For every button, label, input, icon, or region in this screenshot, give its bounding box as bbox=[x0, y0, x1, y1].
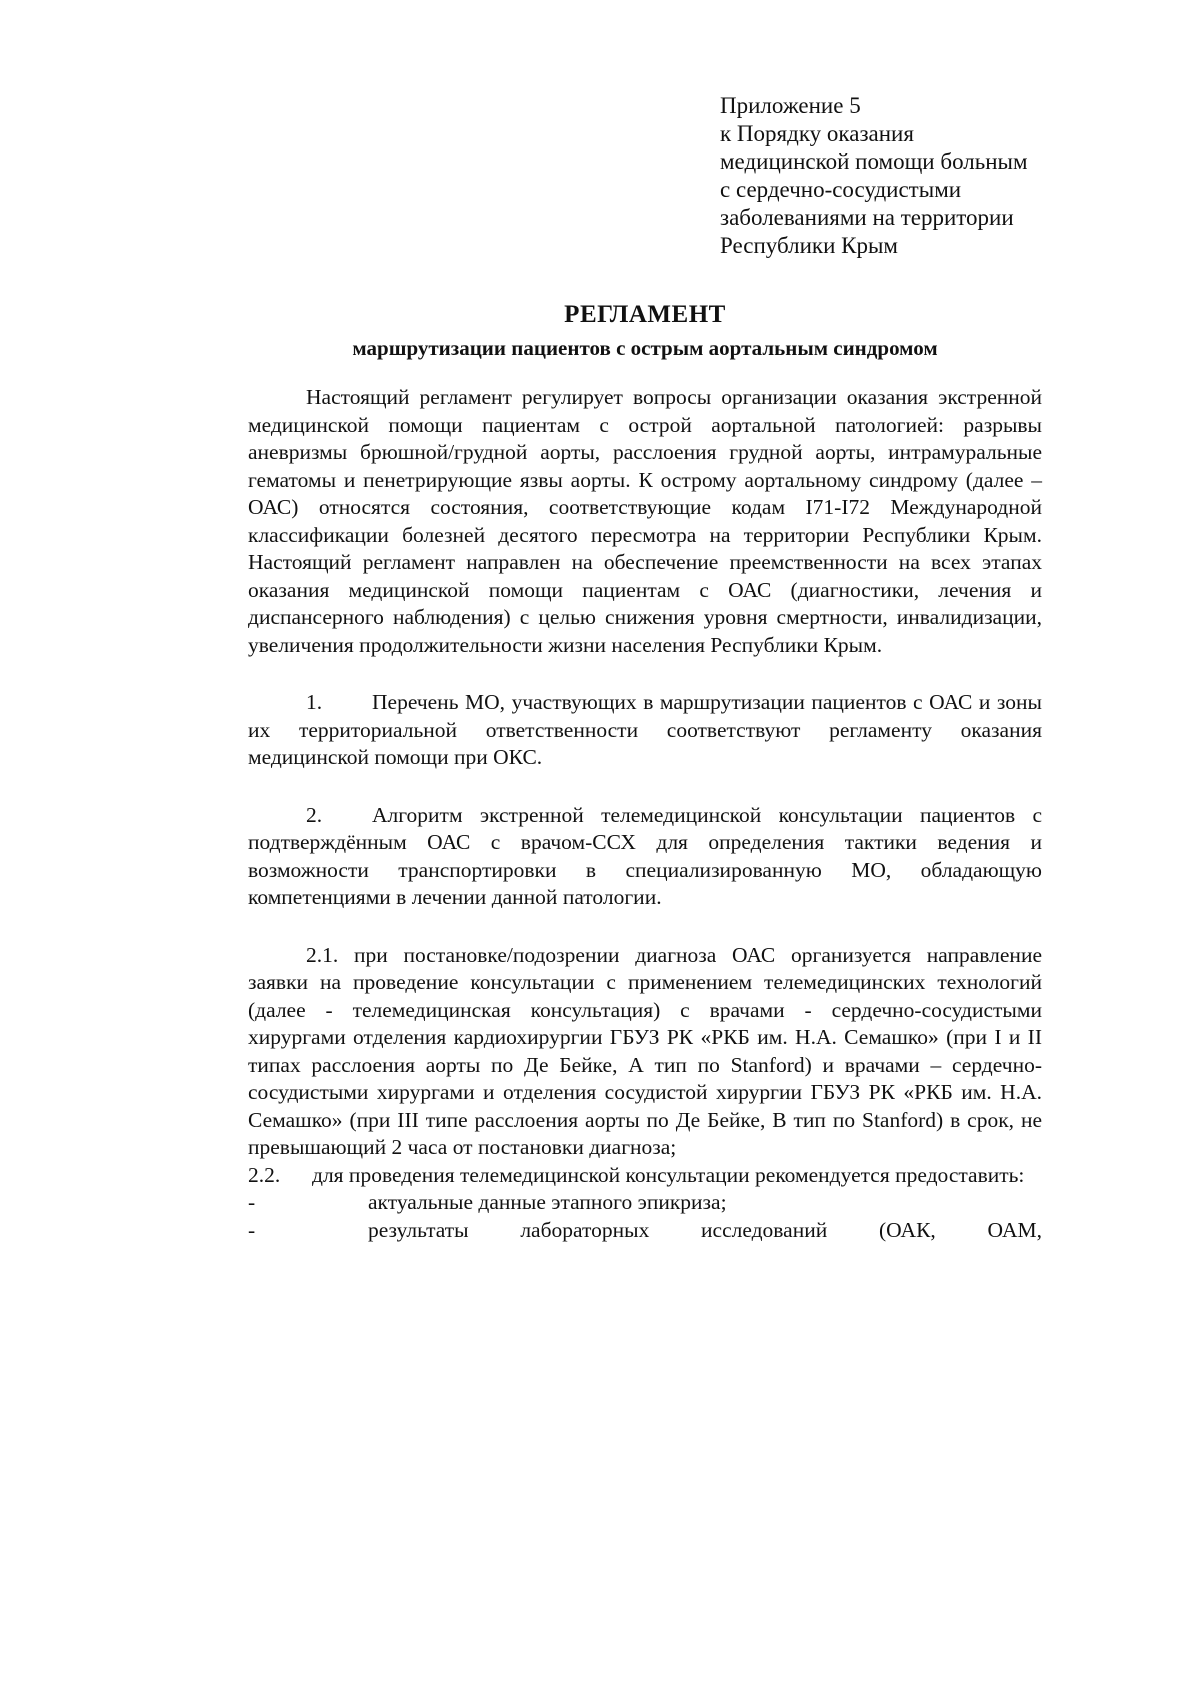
document-body bbox=[248, 384, 1042, 1244]
appendix-line: Республики Крым bbox=[720, 233, 898, 258]
section-2-text: Алгоритм экстренной телемедицинской консультации пациентов с подтверждённым ОАС с врачом-ССХ для определения тактики ведения и возможности транспортировки в специализированную МО, обладающую компетенциями в лечении данной патологии. bbox=[248, 802, 1042, 909]
section-1-text: Перечень МО, участвующих в маршрутизации пациентов с ОАС и зоны их территориальной ответственности соответствуют регламенту оказания медицинской помощи при ОКС. bbox=[248, 690, 1042, 769]
list-item bbox=[248, 1217, 1042, 1245]
list-item-text: актуальные данные этапного эпикриза; bbox=[368, 1190, 727, 1214]
document-title: РЕГЛАМЕНТ bbox=[564, 301, 726, 328]
section-2-1-text: при постановке/подозрении диагноза ОАС организуется направление заявки на проведение консультации с применением телемедицинских технологий (далее - телемедицинская консультация) с врачами - сердечно-сосудистыми хирургами отделения кардиохирургии ГБУЗ РК «РКБ им. Н.А. Семашко» (при I и II типах расслоения аорты по Де Бейке, А тип по Stanford) и врачами – сердечно-сосудистыми хирургами и отделения сосудистой хирургии ГБУЗ РК «РКБ им. Н.А. Семашко» (при III типе расслоения аорты по Де Бейке, В тип по Stanford) в срок, не превышающий 2 часа от постановки диагноза; bbox=[248, 942, 1042, 1159]
paragraph-gap bbox=[248, 659, 1042, 689]
section-2 bbox=[248, 802, 1042, 912]
section-2-2 bbox=[248, 1162, 1042, 1190]
list-item bbox=[248, 1189, 1042, 1217]
section-2-1 bbox=[248, 942, 1042, 1162]
appendix-line: с сердечно-сосудистыми bbox=[720, 177, 962, 202]
section-1-number: 1. bbox=[306, 690, 323, 714]
list-dash: - bbox=[248, 1217, 256, 1242]
paragraph-gap bbox=[248, 912, 1042, 942]
appendix-line: к Порядку оказания bbox=[720, 121, 914, 146]
appendix-line: медицинской помощи больным bbox=[720, 149, 1028, 174]
section-2-1-number: 2.1. bbox=[306, 942, 339, 967]
section-2-2-number: 2.2. bbox=[248, 1162, 281, 1187]
document-subtitle: маршрутизации пациентов с острым аортальным синдромом bbox=[352, 336, 938, 360]
appendix-header bbox=[720, 92, 1120, 260]
intro-paragraph: Настоящий регламент регулирует вопросы организации оказания экстренной медицинской помощи пациентам с острой аортальной патологией: разрывы аневризмы брюшной/грудной аорты, расслоения грудной аорты, интрамуральные гематомы и пенетрирующие язвы аорты. К острому аортальному синдрому (далее – ОАС) относятся состояния, соответствующие кодам I71-I72 Международной классификации болезней десятого пересмотра на территории Республики Крым. Настоящий регламент направлен на обеспечение преемственности на всех этапах оказания медицинской помощи пациентам с ОАС (диагностики, лечения и диспансерного наблюдения) с целью снижения уровня смертности, инвалидизации, увеличения продолжительности жизни населения Республики Крым. bbox=[248, 385, 1042, 657]
appendix-line: Приложение 5 bbox=[720, 93, 861, 118]
appendix-line: заболеваниями на территории bbox=[720, 205, 1014, 230]
section-2-2-text: для проведения телемедицинской консультации рекомендуется предоставить: bbox=[312, 1162, 1025, 1187]
paragraph-gap bbox=[248, 772, 1042, 802]
list-item-text: результаты лабораторных исследований (ОАК, ОАМ, bbox=[368, 1217, 1042, 1242]
section-1 bbox=[248, 689, 1042, 772]
section-2-number: 2. bbox=[306, 802, 323, 827]
list-dash: - bbox=[248, 1190, 256, 1214]
